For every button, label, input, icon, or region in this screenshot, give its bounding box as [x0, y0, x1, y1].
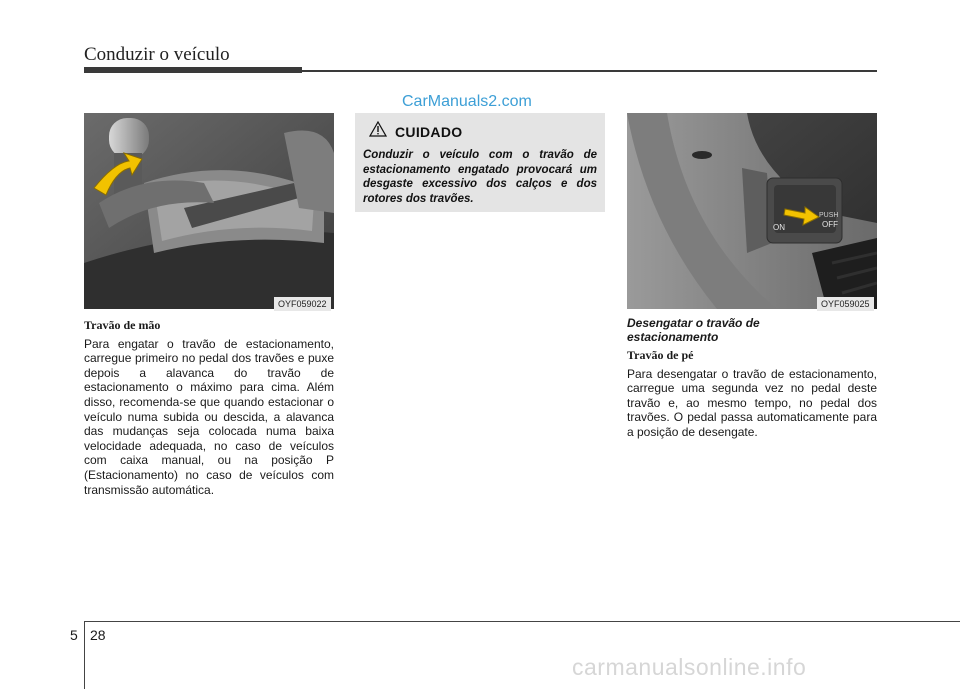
- caution-title: CUIDADO: [395, 123, 463, 140]
- figure-code-right: OYF059025: [817, 297, 874, 311]
- warning-triangle-icon: [369, 121, 387, 142]
- page-number: 28: [90, 627, 106, 643]
- pedal-label-on: ON: [773, 223, 785, 232]
- watermark-top: CarManuals2.com: [402, 93, 532, 110]
- caution-header: [369, 121, 597, 142]
- header-rule-thick: [84, 67, 302, 73]
- left-section: [84, 318, 334, 497]
- figure-code-left: OYF059022: [274, 297, 331, 311]
- section-heading-handbrake: Travão de mão: [84, 318, 161, 332]
- section-heading-foot-brake: Travão de pé: [627, 348, 694, 362]
- section-body-foot-brake: Para desengatar o travão de estacionamento, carregue uma segunda vez no pedal deste travão e, ao mesmo tempo, no pedal dos travões. O pedal passa automaticamente para a posição de desengate.: [627, 366, 877, 439]
- footer-rule-horizontal: [84, 621, 960, 622]
- section-body-handbrake: Para engatar o travão de estacionamento, carregue primeiro no pedal dos travões e puxe depois a alavanca do travão de estacionamento o máximo para cima. Além disso, recomenda-se que quando estacionar o veículo numa subida ou descida, a alavanca das mudanças seja colocada numa baixa velocidade adequada, no caso de veículos com caixa manual, ou na posição P (Estacionamento) no caso de veículos com transmissão automática.: [84, 336, 334, 497]
- foot-parking-brake-pedal-photo: [627, 113, 877, 309]
- right-section: [627, 316, 877, 440]
- section-heading-release: Desengatar o travão de estacionamento: [627, 316, 760, 344]
- chapter-number: 5: [70, 627, 78, 643]
- pedal-label-off: OFF: [822, 220, 838, 229]
- handbrake-lever-photo: [84, 113, 334, 309]
- footer-rule-vertical: [84, 621, 85, 689]
- caution-box: [355, 113, 605, 212]
- header-rule-thin: [302, 70, 877, 72]
- pedal-label-push: PUSH: [819, 212, 839, 219]
- page-header-title: Conduzir o veículo: [84, 44, 230, 65]
- caution-text: Conduzir o veículo com o travão de estacionamento engatado provocará um desgaste excessivo dos calços e dos rotores dos travões.: [363, 149, 597, 205]
- watermark-bottom: carmanualsonline.info: [572, 654, 807, 680]
